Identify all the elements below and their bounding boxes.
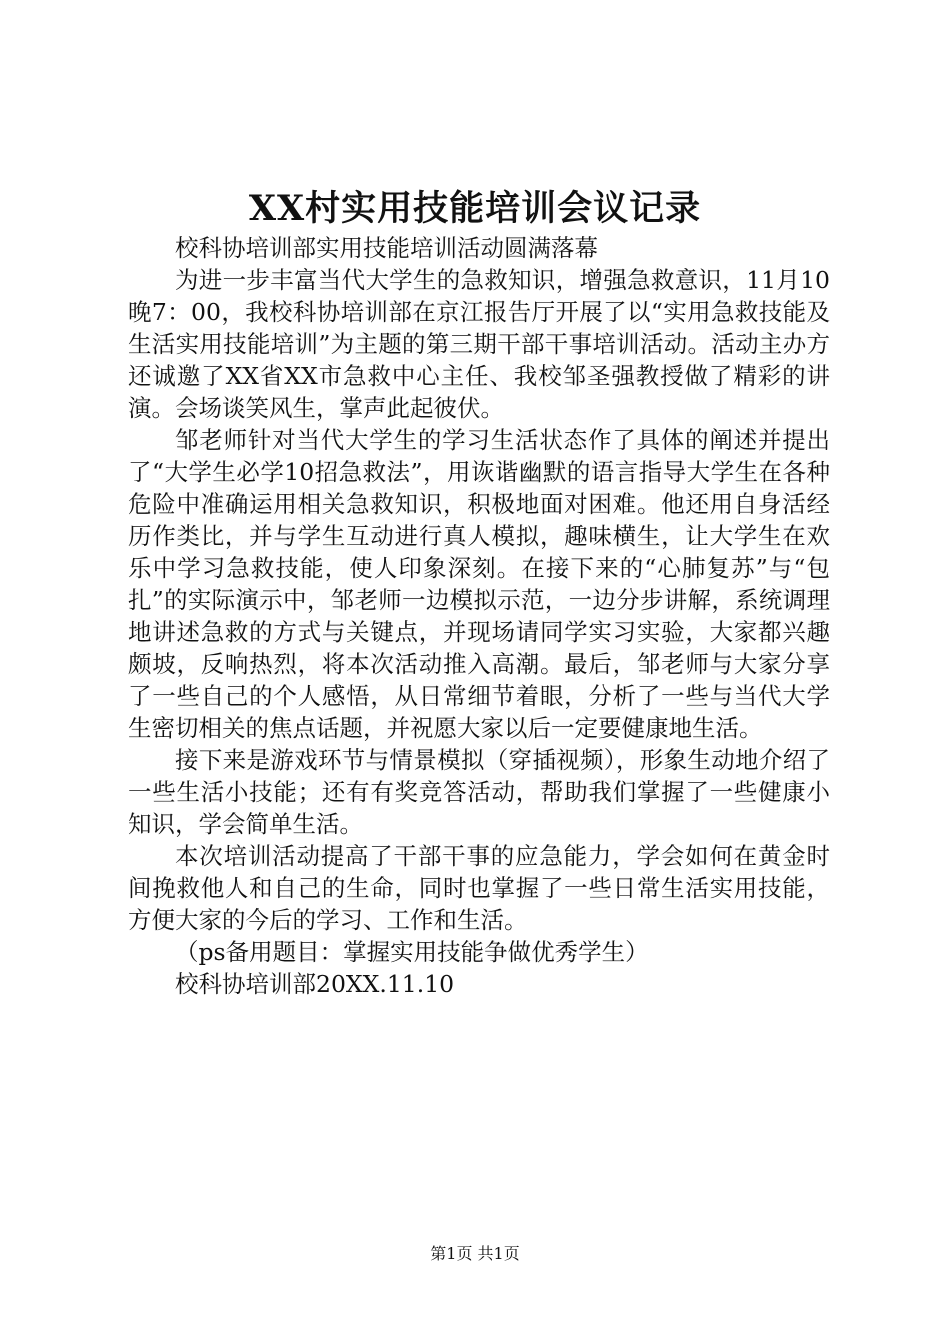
paragraph-subtitle: 校科协培训部实用技能培训活动圆满落幕 <box>175 234 598 262</box>
document-title: XX村实用技能培训会议记录 <box>248 188 702 229</box>
paragraph-intro: 为进一步丰富当代大学生的急救知识，增强急救意识，11月10晚7：00，我校科协培训部在京江报告厅开展了以“实用急救技能及生活实用技能培训”为主题的第三期干部干事培训活动。活动主办方还诚邀了XX省XX市急救中心主任、我校邹圣强教授做了精彩的讲演。会场谈笑风生，掌声此起彼伏。 <box>128 266 830 422</box>
page-number-footer: 第1页 共1页 <box>430 1244 520 1263</box>
document-body <box>128 232 830 1000</box>
paragraph-games: 接下来是游戏环节与情景模拟（穿插视频），形象生动地介绍了一些生活小技能；还有有奖竞答活动，帮助我们掌握了一些健康小知识，学会简单生活。 <box>128 746 830 838</box>
paragraph-signature: 校科协培训部20XX.11.10 <box>175 970 455 998</box>
paragraph-ps-note: （ps备用题目：掌握实用技能争做优秀学生） <box>175 938 649 966</box>
paragraph-summary: 本次培训活动提高了干部干事的应急能力，学会如何在黄金时间挽救他人和自己的生命，同时也掌握了一些日常生活实用技能，方便大家的今后的学习、工作和生活。 <box>128 842 830 934</box>
paragraph-lecture: 邹老师针对当代大学生的学习生活状态作了具体的阐述并提出了“大学生必学10招急救法”，用诙谐幽默的语言指导大学生在各种危险中准确运用相关急救知识，积极地面对困难。他还用自身活经历作类比，并与学生互动进行真人模拟，趣味横生，让大学生在欢乐中学习急救技能，使人印象深刻。在接下来的“心肺复苏”与“包扎”的实际演示中，邹老师一边模拟示范，一边分步讲解，系统调理地讲述急救的方式与关键点，并现场请同学实习实验，大家都兴趣颇坡，反响热烈，将本次活动推入高潮。最后，邹老师与大家分享了一些自己的个人感悟，从日常细节着眼，分析了一些与当代大学生密切相关的焦点话题，并祝愿大家以后一定要健康地生活。 <box>128 426 830 742</box>
